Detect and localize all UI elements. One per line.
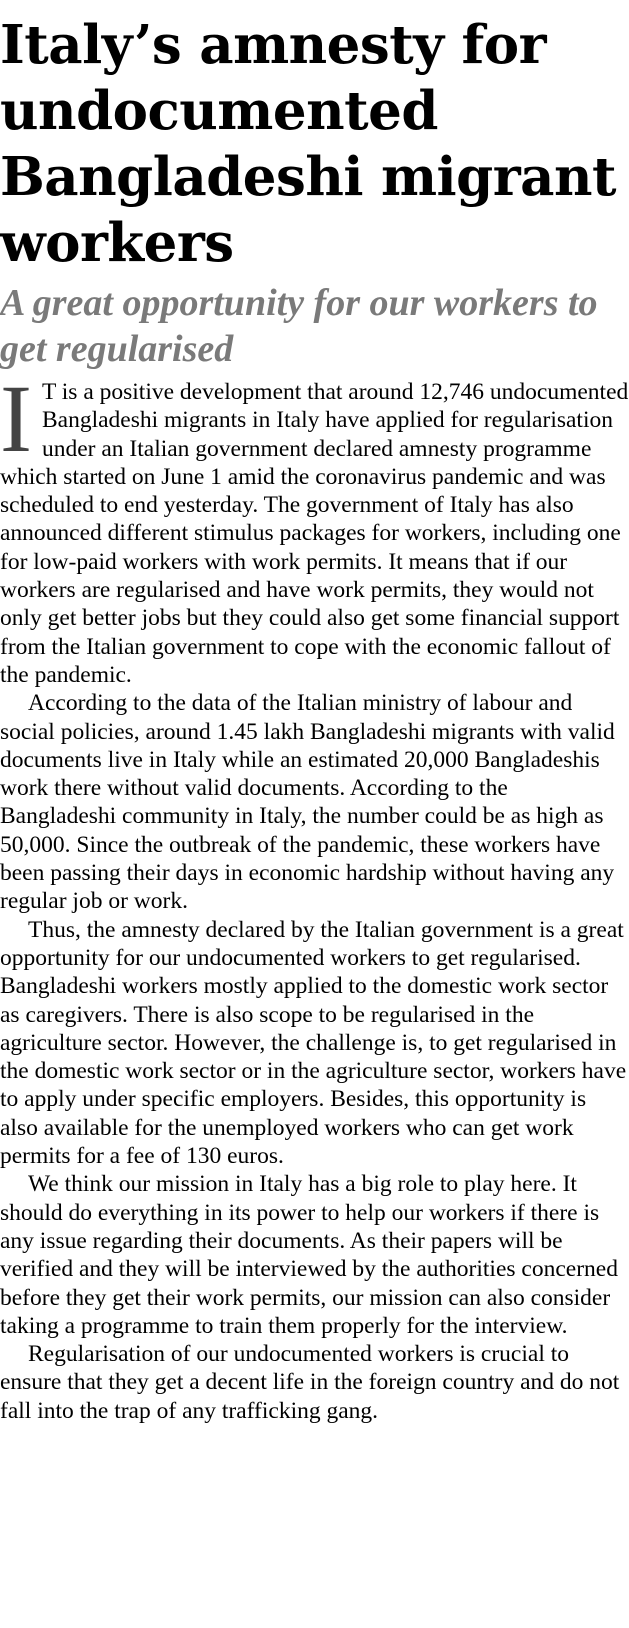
paragraph-1: [0, 365, 629, 689]
paragraph-3: Thus, the amnesty declared by the Italian government is a great opportunity for our undocumented workers to get regularised. Bangladeshi workers mostly applied to the domestic work sector as caregivers. There is also scope to be regularised in the agriculture sector. However, the challenge is, to get regularised in the domestic work sector or in the agriculture sector, workers have to apply under specific employers. Besides, this opportunity is also available for the unemployed workers who can get work permits for a fee of 130 euros.: [0, 916, 627, 1170]
paragraph-1-text: T is a positive development that around 12,746 undocumented Bangladeshi migrants in Italy have applied for regularisation under an Italian government declared amnesty programme which started on June 1 amid the coronavirus pandemic and was scheduled to end yesterday. The government of Italy has also announced different stimulus packages for workers, including one for low-paid workers with work permits. It means that if our workers are regularised and have work permits, they would not only get better jobs but they could also get some financial support from the Italian government to cope with the economic fallout of the pandemic.: [0, 379, 629, 688]
paragraph-4: We think our mission in Italy has a big role to play here. It should do everything in its power to help our workers if there is any issue regarding their documents. As their papers will be verified and they will be interviewed by the authorities concerned before they get their work permits, our mission can also consider taking a programme to train them properly for the interview.: [0, 1171, 618, 1339]
paragraph-5: Regularisation of our undocumented workers is crucial to ensure that they get a decent life in the foreign country and do not fall into the trap of any trafficking gang.: [0, 1341, 620, 1424]
headline: Italy’s amnesty for undocumented Bangladeshi migrant workers: [0, 14, 616, 274]
subheadline: A great opportunity for our workers to get regularised: [0, 282, 598, 370]
drop-cap: I: [0, 365, 32, 472]
paragraph-2: According to the data of the Italian ministry of labour and social policies, around 1.45 lakh Bangladeshi migrants with valid documents live in Italy while an estimated 20,000 Bangladeshis work there without valid documents. According to the Bangladeshi community in Italy, the number could be as high as 50,000. Since the outbreak of the pandemic, these workers have been passing their days in economic hardship without having any regular job or work.: [0, 690, 615, 915]
article-body: [0, 365, 629, 1425]
